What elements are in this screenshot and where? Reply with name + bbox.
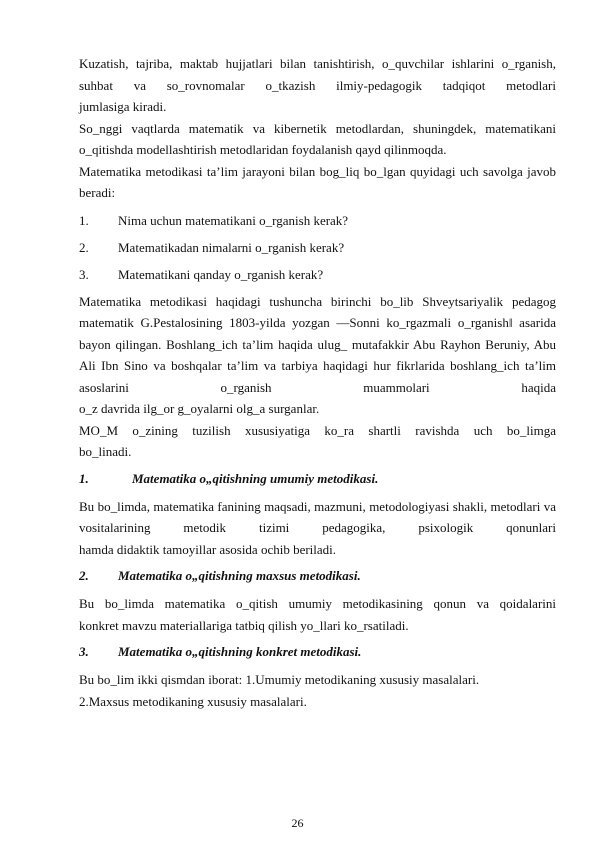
section-heading bbox=[79, 468, 556, 489]
section-number: 3. bbox=[79, 644, 89, 659]
section-body-end: hamda didaktik tamoyillar asosida ochib beriladi. bbox=[79, 541, 337, 557]
section-number: 2. bbox=[79, 568, 89, 583]
list-item-number: 1. bbox=[79, 212, 89, 228]
list-item-text: Matematikadan nimalarni o_rganish kerak? bbox=[118, 239, 345, 255]
section-body-end: konkret mavzu materiallariga tatbiq qilish yo_llari ko_rsatiladi. bbox=[79, 617, 409, 633]
paragraph-three-questions-intro: Matematika metodikasi ta’lim jarayoni bilan bog_liq bo_lgan quyidagi uch savolga javob beradi: bbox=[79, 163, 556, 200]
section-title: Matematika o„qitishning umumiy metodikasi. bbox=[132, 470, 379, 486]
section-body: Bu bo_limda matematika o_qitish umumiy metodikasining qonun va qoidalarini bbox=[79, 596, 556, 611]
document-page bbox=[79, 53, 556, 712]
paragraph-research-methods: Kuzatish, tajriba, maktab hujjatlari bilan tanishtirish, o_quvchilar ishlarini o_rganish, suhbat va so_rovnomalar o_tkazish ilmiy-pedagogik tadqiqot metodlari bbox=[79, 56, 556, 93]
list-item-number: 2. bbox=[79, 239, 89, 255]
list-item-text: Matematikani qanday o_rganish kerak? bbox=[118, 266, 324, 282]
list-item-number: 3. bbox=[79, 266, 89, 282]
paragraph-closing-2: 2.Maxsus metodikaning xususiy masalalari. bbox=[79, 693, 307, 709]
section-number: 1. bbox=[79, 470, 89, 486]
list-item bbox=[79, 210, 556, 231]
section-title: Matematika o„qitishning konkret metodikasi. bbox=[118, 644, 362, 659]
section-body: Bu bo_limda, matematika fanining maqsadi, mazmuni, metodologiyasi shakli, metodlari va vositalarining metodik tizimi pedagogika, psixologik qonunlari bbox=[79, 498, 556, 535]
paragraph-structure: MO_M o_zining tuzilish xususiyatiga ko_ra shartli ravishda uch bo_limga bbox=[79, 422, 556, 438]
section-title: Matematika o„qitishning maxsus metodikasi. bbox=[118, 568, 361, 583]
paragraph-closing: Bu bo_lim ikki qismdan iborat: 1.Umumiy metodikaning xususiy masalalari. bbox=[79, 672, 480, 687]
list-item bbox=[79, 237, 556, 258]
list-item-text: Nima uchun matematikani o_rganish kerak? bbox=[118, 212, 349, 228]
paragraph-research-methods-end: jumlasiga kiradi. bbox=[79, 99, 167, 114]
paragraph-history: Matematika metodikasi haqidagi tushuncha birinchi bo_lib Shveytsariyalik pedagog matematik G.Pestalosining 1803-yilda yozgan ―Sonni ko_rgazmali o_rganish‖ asarida bayon qilingan. Boshlang_ich ta’lim haqida ulug_ mutafakkir Abu Rayhon Beruniy, Abu Ali Ibn Sino va boshqalar ta’lim va tarbiya haqidagi hur fikrlarida boshlang_ich ta’lim asoslarini o_rganish muammolari haqida bbox=[79, 293, 556, 395]
paragraph-history-end: o_z davrida ilg_or g_oyalarni olg_a surganlar. bbox=[79, 401, 320, 416]
paragraph-structure-end: bo_linadi. bbox=[79, 444, 132, 459]
list-item bbox=[79, 264, 556, 285]
page-number: 26 bbox=[291, 816, 304, 830]
paragraph-modern-methods: So_nggi vaqtlarda matematik va kibernetik metodlardan, shuningdek, matematikani o_qitishda modellashtirish metodlaridan foydalanish qayd qilinmoqda. bbox=[79, 120, 556, 157]
section-heading bbox=[79, 565, 556, 586]
section-heading bbox=[79, 641, 556, 662]
